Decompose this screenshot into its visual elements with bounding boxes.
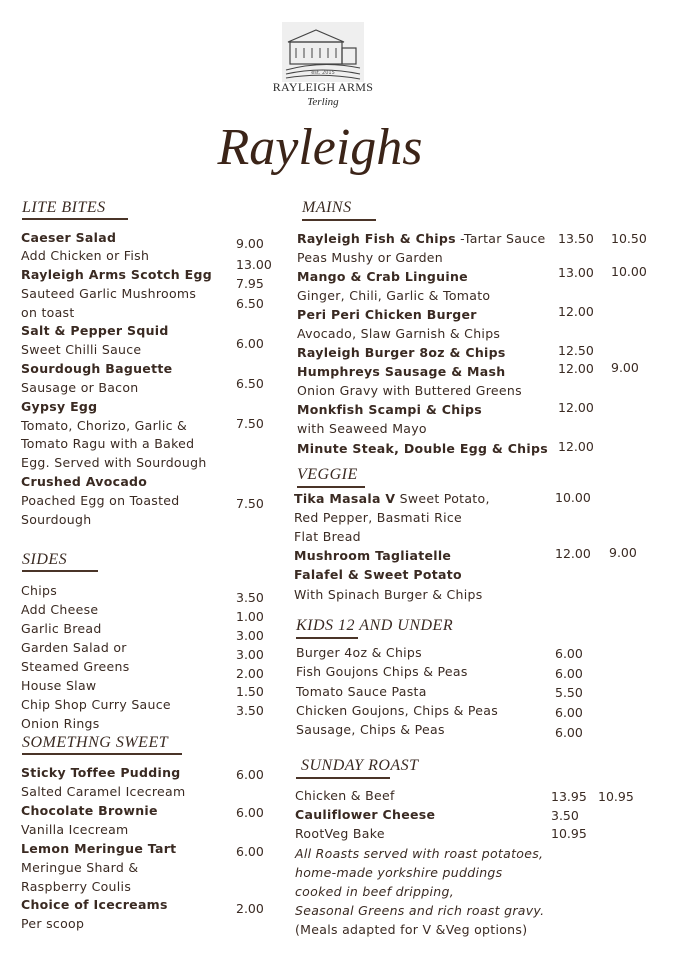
price: 6.00 (236, 844, 264, 859)
menu-item-desc: Burger 4oz & Chips (296, 645, 422, 660)
menu-item-name: Monkfish Scampi & Chips (297, 402, 483, 417)
section-heading-kids: KIDS 12 AND UNDER (296, 617, 454, 634)
price: 7.50 (236, 496, 264, 511)
menu-item-desc: Tomato Sauce Pasta (296, 684, 427, 699)
section-heading-veggie: VEGGIE (297, 466, 358, 483)
menu-item-desc: Sourdough (21, 512, 92, 527)
menu-item-desc: with Seaweed Mayo (297, 421, 427, 436)
item-extra: Sweet Potato, (395, 491, 490, 506)
price: 12.00 (558, 304, 594, 319)
menu-item-desc: Steamed Greens (21, 659, 130, 674)
menu-item-desc: Raspberry Coulis (21, 879, 132, 894)
menu-item-desc: Ginger, Chili, Garlic & Tomato (297, 288, 491, 303)
menu-item-name: Sourdough Baguette (21, 361, 173, 376)
price: 10.50 (611, 231, 647, 246)
menu-item-name: Mango & Crab Linguine (297, 269, 468, 284)
price: 10.00 (611, 264, 647, 279)
menu-item-desc: Sausage or Bacon (21, 380, 139, 395)
menu-item-desc: Garden Salad or (21, 640, 127, 655)
price: 1.00 (236, 609, 264, 624)
price: 6.00 (236, 767, 264, 782)
menu-item-desc: Avocado, Slaw Garnish & Chips (297, 326, 501, 341)
menu-item-name: Mushroom Tagliatelle (294, 548, 452, 563)
price: 13.50 (558, 231, 594, 246)
price: 7.95 (236, 276, 264, 291)
price: 2.00 (236, 901, 264, 916)
menu-item-desc: Chicken Goujons, Chips & Peas (296, 703, 499, 718)
price: 12.50 (558, 343, 594, 358)
price: 6.00 (555, 705, 583, 720)
logo-name: RAYLEIGH ARMS (272, 80, 374, 94)
price: 9.00 (611, 360, 639, 375)
menu-item-desc: With Spinach Burger & Chips (294, 587, 483, 602)
logo-est: est. 2015 (311, 70, 335, 76)
menu-item-desc: home-made yorkshire puddings (295, 865, 503, 880)
price: 12.00 (555, 546, 591, 561)
section-heading-sweet: SOMETHNG SWEET (22, 734, 169, 751)
menu-item-name: Rayleigh Arms Scotch Egg (21, 267, 212, 282)
price: 9.00 (236, 236, 264, 251)
price: 13.95 (551, 789, 587, 804)
menu-item-name: Humphreys Sausage & Mash (297, 364, 506, 379)
menu-item-name: Lemon Meringue Tart (21, 841, 177, 856)
section-heading-sunday: SUNDAY ROAST (301, 757, 419, 774)
menu-item-desc: House Slaw (21, 678, 97, 693)
menu-item-desc: Add Cheese (21, 602, 99, 617)
menu-item-desc: Onion Rings (21, 716, 100, 731)
price: 6.50 (236, 296, 264, 311)
menu-item-desc: Egg. Served with Sourdough (21, 455, 207, 470)
menu-item-name: Rayleigh Burger 8oz & Chips (297, 345, 506, 360)
price: 6.50 (236, 376, 264, 391)
menu-item-desc: Sauteed Garlic Mushrooms (21, 286, 197, 301)
price: 5.50 (555, 685, 583, 700)
menu-item-name: Gypsy Egg (21, 399, 98, 414)
price: 3.50 (236, 590, 264, 605)
section-underline (22, 218, 128, 220)
menu-item-desc: Tomato, Chorizo, Garlic & (21, 418, 188, 433)
menu-item-desc: Onion Gravy with Buttered Greens (297, 383, 522, 398)
price: 1.50 (236, 684, 264, 699)
logo-sub: Terling (307, 96, 339, 108)
menu-item-desc: Peas Mushy or Garden (297, 250, 444, 265)
menu-item-desc: Chicken & Beef (295, 788, 395, 803)
price: 6.00 (555, 646, 583, 661)
menu-item-desc: Seasonal Greens and rich roast gravy. (295, 903, 545, 918)
menu-item-desc: Red Pepper, Basmati Rice (294, 510, 463, 525)
price: 6.00 (555, 725, 583, 740)
price: 10.95 (598, 789, 634, 804)
menu-item-desc: Poached Egg on Toasted (21, 493, 180, 508)
menu-item-desc: Chips (21, 583, 58, 598)
item-name: Tika Masala V (294, 491, 396, 506)
menu-item-desc: Flat Bread (294, 529, 361, 544)
menu-item-desc: All Roasts served with roast potatoes, (295, 846, 544, 861)
price: 3.00 (236, 628, 264, 643)
price: 3.50 (236, 703, 264, 718)
menu-title: Rayleighs (217, 119, 423, 176)
section-underline (22, 570, 98, 572)
menu-item-name: Peri Peri Chicken Burger (297, 307, 477, 322)
price: 3.00 (236, 647, 264, 662)
menu-item-desc: Tomato Ragu with a Baked (21, 436, 195, 451)
menu-item-line (294, 491, 490, 506)
section-underline (302, 219, 376, 221)
section-underline (22, 753, 182, 755)
price: 12.00 (558, 400, 594, 415)
menu-item-desc: Add Chicken or Fish (21, 248, 150, 263)
price: 12.00 (558, 361, 594, 376)
section-heading-lite-bites: LITE BITES (22, 199, 106, 216)
menu-item-desc: (Meals adapted for V &Veg options) (295, 922, 528, 937)
menu-item-desc: cooked in beef dripping, (295, 884, 454, 899)
menu-item-desc: Fish Goujons Chips & Peas (296, 664, 468, 679)
section-underline (296, 637, 358, 639)
menu-item-name: Caeser Salad (21, 230, 117, 245)
menu-item-desc: Garlic Bread (21, 621, 102, 636)
price: 6.00 (236, 805, 264, 820)
menu-item-name: Minute Steak, Double Egg & Chips (297, 441, 548, 456)
menu-item-name: Crushed Avocado (21, 474, 148, 489)
price: 13.00 (236, 257, 272, 272)
menu-item-desc: Salted Caramel Icecream (21, 784, 186, 799)
menu-item-desc: Meringue Shard & (21, 860, 139, 875)
menu-item-desc: Chip Shop Curry Sauce (21, 697, 171, 712)
price: 2.00 (236, 666, 264, 681)
menu-item-desc: Sweet Chilli Sauce (21, 342, 142, 357)
price: 10.00 (555, 490, 591, 505)
section-underline (296, 777, 390, 779)
menu-item-name: Chocolate Brownie (21, 803, 158, 818)
menu-item-line (297, 231, 546, 246)
menu-item-name: Falafel & Sweet Potato (294, 567, 462, 582)
price: 10.95 (551, 826, 587, 841)
item-name: Rayleigh Fish & Chips (297, 231, 456, 246)
price: 13.00 (558, 265, 594, 280)
item-extra: -Tartar Sauce (455, 231, 546, 246)
menu-item-desc: Vanilla Icecream (21, 822, 129, 837)
section-underline (297, 486, 365, 488)
price: 12.00 (558, 439, 594, 454)
menu-item-desc: Per scoop (21, 916, 85, 931)
price: 7.50 (236, 416, 264, 431)
menu-item-name: Cauliflower Cheese (295, 807, 436, 822)
menu-item-name: Salt & Pepper Squid (21, 323, 169, 338)
menu-item-desc: on toast (21, 305, 75, 320)
price: 6.00 (236, 336, 264, 351)
price: 3.50 (551, 808, 579, 823)
menu-item-desc: Sausage, Chips & Peas (296, 722, 445, 737)
menu-item-name: Choice of Icecreams (21, 897, 168, 912)
section-heading-sides: SIDES (22, 551, 68, 568)
price: 9.00 (609, 545, 637, 560)
menu-item-name: Sticky Toffee Pudding (21, 765, 181, 780)
section-heading-mains: MAINS (302, 199, 352, 216)
price: 6.00 (555, 666, 583, 681)
menu-item-desc: RootVeg Bake (295, 826, 385, 841)
